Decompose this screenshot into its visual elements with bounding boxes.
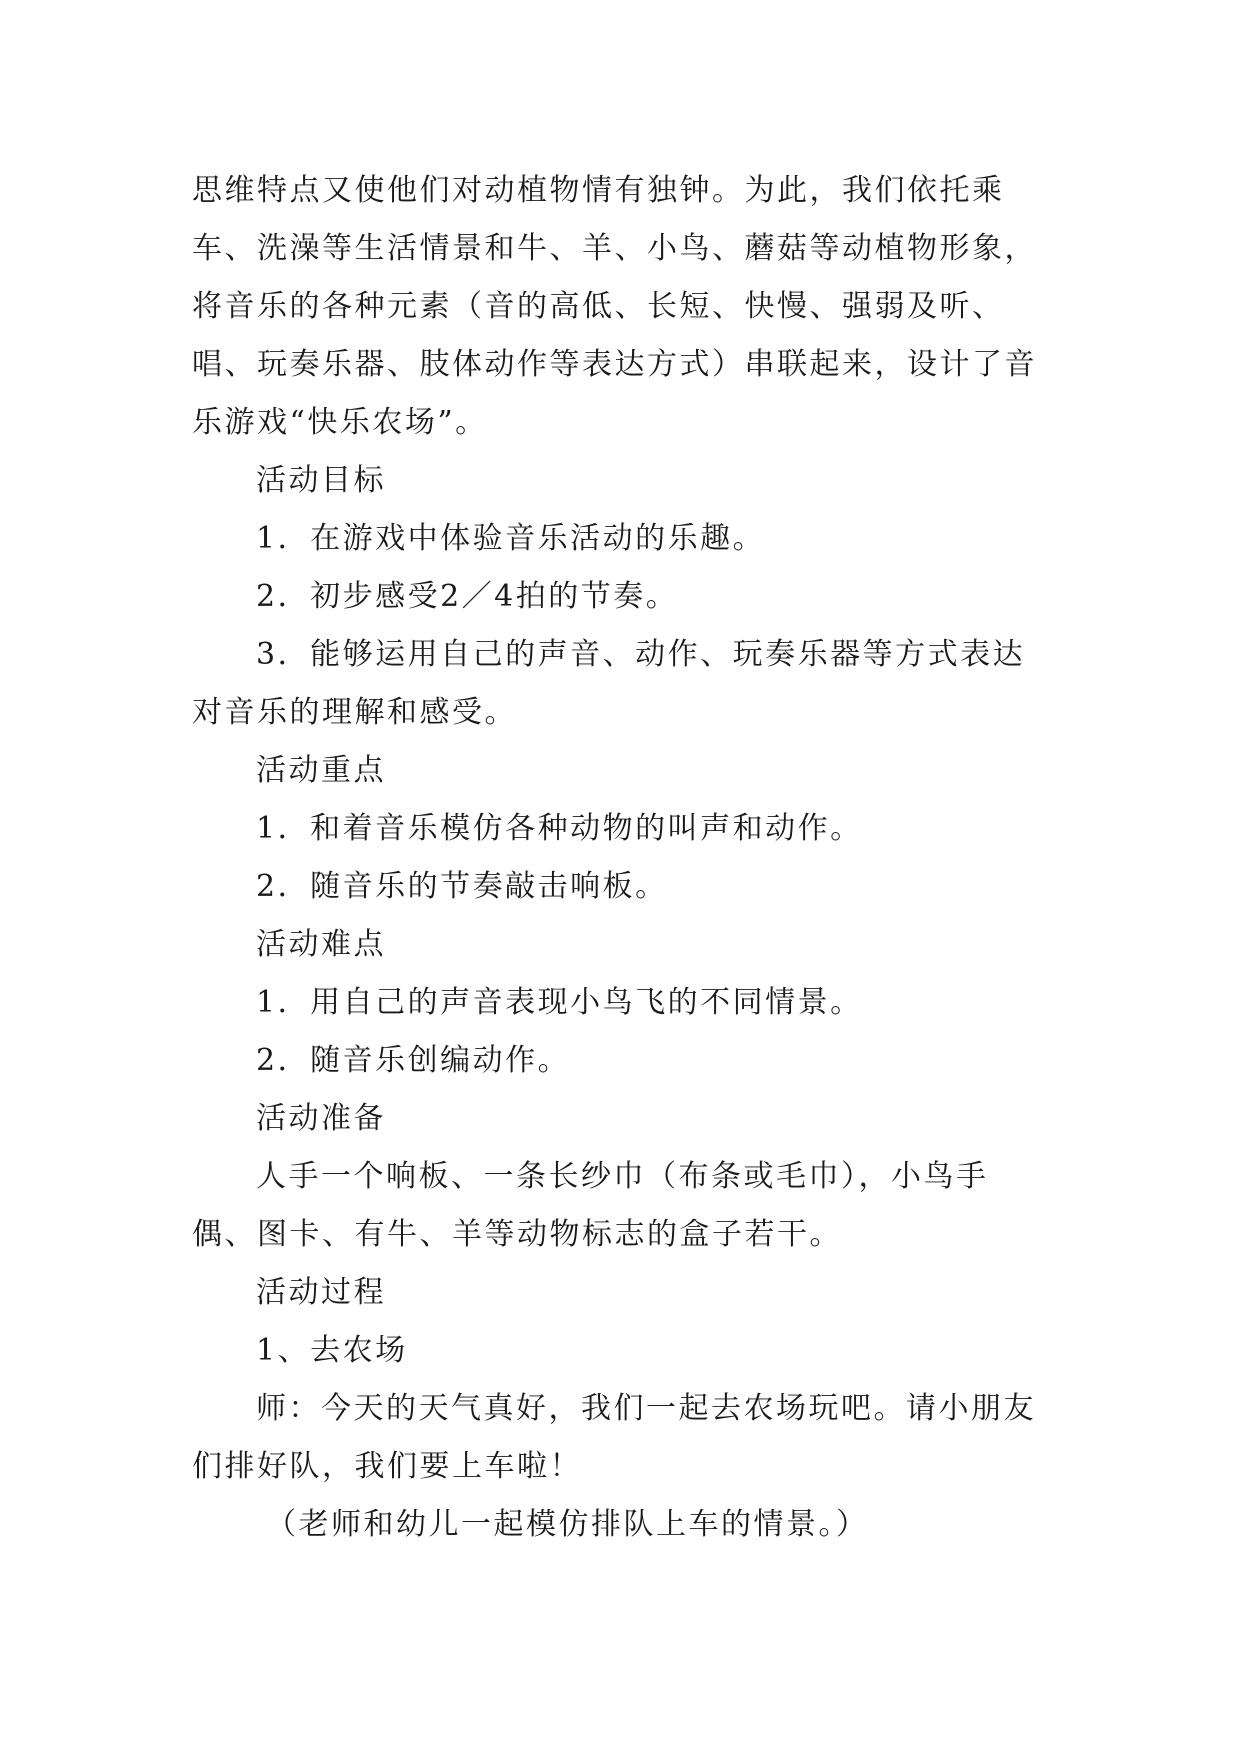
section-heading-preparation: 活动准备 (256, 1101, 386, 1136)
goal-item-2: 2．初步感受2／4拍的节奏。 (256, 579, 679, 614)
difficulty-item-2: 2．随音乐创编动作。 (256, 1043, 571, 1078)
section-heading-focus: 活动重点 (256, 753, 386, 788)
difficulty-item-1: 1．用自己的声音表现小鸟飞的不同情景。 (256, 985, 863, 1020)
intro-paragraph: 思维特点又使他们对动植物情有独钟。为此，我们依托乘车、洗澡等生活情景和牛、羊、小鸟、蘑菇等动植物形象，将音乐的各种元素（音的高低、长短、快慢、强弱及听、唱、玩奏乐器、肢体动作等表达方式）串联起来，设计了音乐游戏“快乐农场”。 (192, 173, 1037, 440)
process-step-1: 1、去农场 (256, 1333, 408, 1368)
goal-item-3: 3．能够运用自己的声音、动作、玩奏乐器等方式表达对音乐的理解和感受。 (192, 637, 1026, 730)
section-heading-difficulty: 活动难点 (256, 927, 386, 962)
section-heading-goals: 活动目标 (256, 463, 386, 498)
document-body (192, 162, 1052, 1554)
goal-item-1: 1．在游戏中体验音乐活动的乐趣。 (256, 521, 766, 556)
section-heading-process: 活动过程 (256, 1275, 386, 1310)
teacher-dialogue: 师：今天的天气真好，我们一起去农场玩吧。请小朋友们排好队，我们要上车啦！ (192, 1391, 1036, 1484)
focus-item-2: 2．随音乐的节奏敲击响板。 (256, 869, 668, 904)
stage-note: （老师和幼儿一起模仿排队上车的情景。） (266, 1507, 869, 1542)
preparation-paragraph: 人手一个响板、一条长纱巾（布条或毛巾），小鸟手偶、图卡、有牛、羊等动物标志的盒子若干。 (192, 1159, 989, 1252)
focus-item-1: 1．和着音乐模仿各种动物的叫声和动作。 (256, 811, 863, 846)
